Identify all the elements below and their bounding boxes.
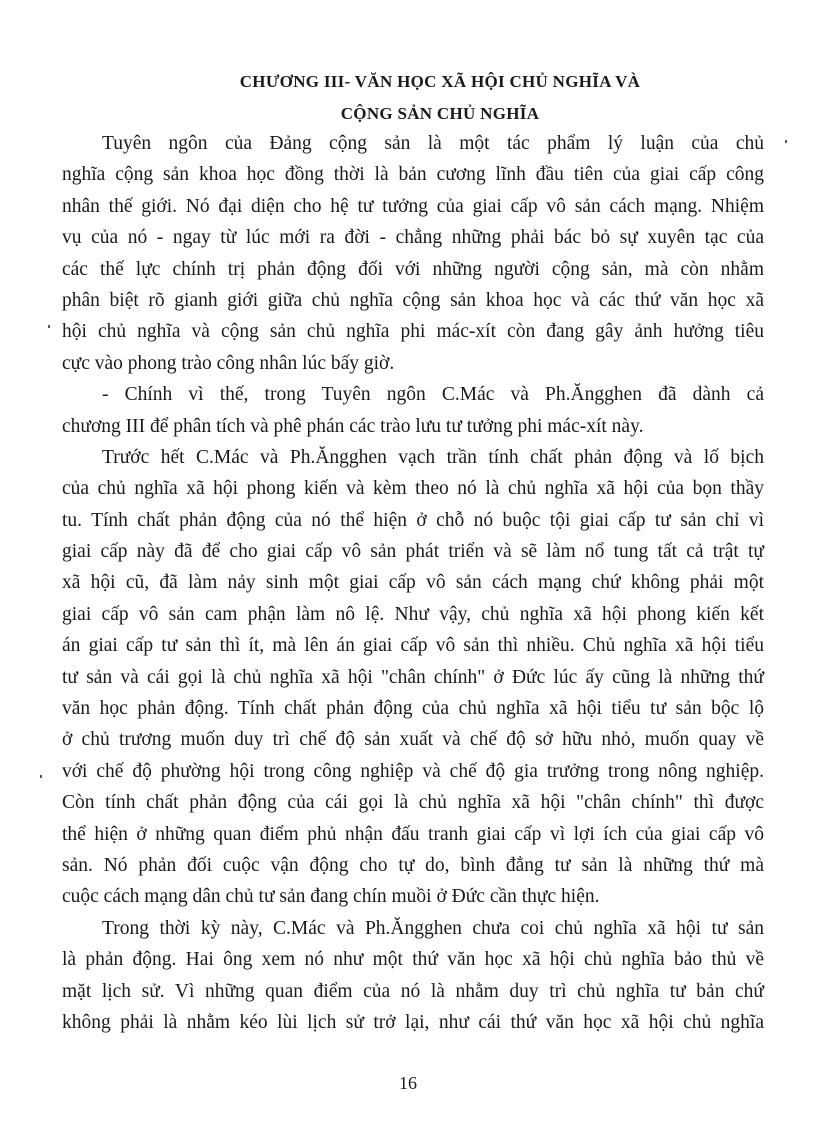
page-number: 16 (399, 1073, 417, 1093)
text-line: giai cấp vô sản cam phận làm nô lệ. Như vậy, chủ nghĩa xã hội phong kiến kết (62, 603, 764, 625)
text-line: chương III để phân tích và phê phán các trào lưu tư tưởng phi mác-xít này. (62, 415, 644, 437)
text-line: ở chủ trương muốn duy trì chế độ sản xuất và chế độ sở hữu nhỏ, muốn quay về (62, 729, 764, 751)
scan-speck (785, 140, 787, 143)
chapter-title-line-1: CHƯƠNG III- VĂN HỌC XÃ HỘI CHỦ NGHĨA VÀ (239, 72, 641, 91)
paragraph (62, 128, 764, 379)
text-line: các thế lực chính trị phản động đối với những người cộng sản, mà còn nhằm (62, 258, 764, 280)
text-line: của chủ nghĩa xã hội phong kiến và kèm theo nó là chủ nghĩa xã hội của bọn thầy (62, 478, 764, 500)
text-line: án giai cấp tư sản thì ít, mà lên án giai cấp vô sản thì nhiều. Chủ nghĩa xã hội tiểu (62, 635, 764, 657)
text-line: không phải là nhằm kéo lùi lịch sử trở lại, như cái thứ văn học xã hội chủ nghĩa (62, 1011, 764, 1033)
scan-speck (40, 775, 42, 778)
text-line: giai cấp này đã để cho giai cấp vô sản phát triển và sẽ làm nổ tung tất cả trật tự (62, 541, 764, 563)
text-line: nhân thế giới. Nó đại diện cho hệ tư tưởng của giai cấp vô sản cách mạng. Nhiệm (62, 195, 764, 217)
text-line: Trong thời kỳ này, C.Mác và Ph.Ăngghen chưa coi chủ nghĩa xã hội tư sản (102, 917, 764, 939)
text-line: cực vào phong trào công nhân lúc bấy giờ. (62, 352, 395, 374)
text-line: mặt lịch sử. Vì những quan điểm của nó là nhằm duy trì chủ nghĩa tư bản chứ (62, 980, 764, 1002)
text-line: Còn tính chất phản động của cái gọi là chủ nghĩa xã hội "chân chính" thì được (62, 792, 764, 814)
chapter-title-line-2: CỘNG SẢN CHỦ NGHĨA (340, 104, 540, 123)
text-line: Tuyên ngôn của Đảng cộng sản là một tác phẩm lý luận của chủ (102, 133, 764, 154)
text-line: hội chủ nghĩa và cộng sản chủ nghĩa phi mác-xít còn đang gây ảnh hưởng tiêu (62, 321, 764, 343)
text-line: Trước hết C.Mác và Ph.Ăngghen vạch trần tính chất phản động và lố bịch (102, 446, 764, 468)
text-line: thể hiện ở những quan điểm phủ nhận đấu tranh giai cấp vì lợi ích của giai cấp vô (62, 823, 764, 845)
scan-speck (48, 325, 50, 328)
paragraph (62, 913, 764, 1039)
text-line: nghĩa cộng sản khoa học đồng thời là bản cương lĩnh đầu tiên của giai cấp công (62, 164, 764, 186)
paragraph (62, 379, 764, 442)
text-line: - Chính vì thế, trong Tuyên ngôn C.Mác và Ph.Ăngghen đã dành cả (102, 384, 764, 406)
text-line: với chế độ phường hội trong công nghiệp và chế độ gia trưởng trong nông nghiệp. (62, 760, 764, 782)
text-line: sản. Nó phản đối cuộc vận động cho tự do, bình đẳng tư sản là những thứ mà (62, 854, 764, 876)
body-text (62, 128, 764, 1038)
text-line: tu. Tính chất phản động của nó thể hiện ở chỗ nó buộc tội giai cấp tư sản chỉ vì (62, 509, 764, 531)
text-line: là phản động. Hai ông xem nó như một thứ văn học xã hội chủ nghĩa bảo thủ về (62, 949, 764, 971)
text-line: phân biệt rõ gianh giới giữa chủ nghĩa cộng sản khoa học và các thứ văn học xã (62, 289, 764, 311)
text-line: tư sản và cái gọi là chủ nghĩa xã hội "chân chính" ở Đức lúc ấy cũng là những thứ (62, 666, 764, 688)
text-line: xã hội cũ, đã làm nảy sinh một giai cấp vô sản cách mạng chứ không phải một (62, 572, 764, 594)
text-line: cuộc cách mạng dân chủ tư sản đang chín muồi ở Đức cần thực hiện. (62, 886, 600, 908)
paragraph (62, 442, 764, 913)
text-line: vụ của nó - ngay từ lúc mới ra đời - chẳng những phải bác bỏ sự xuyên tạc của (62, 227, 764, 249)
text-line: văn học phản động. Tính chất phản động của chủ nghĩa xã hội tiểu tư sản bộc lộ (62, 698, 764, 720)
